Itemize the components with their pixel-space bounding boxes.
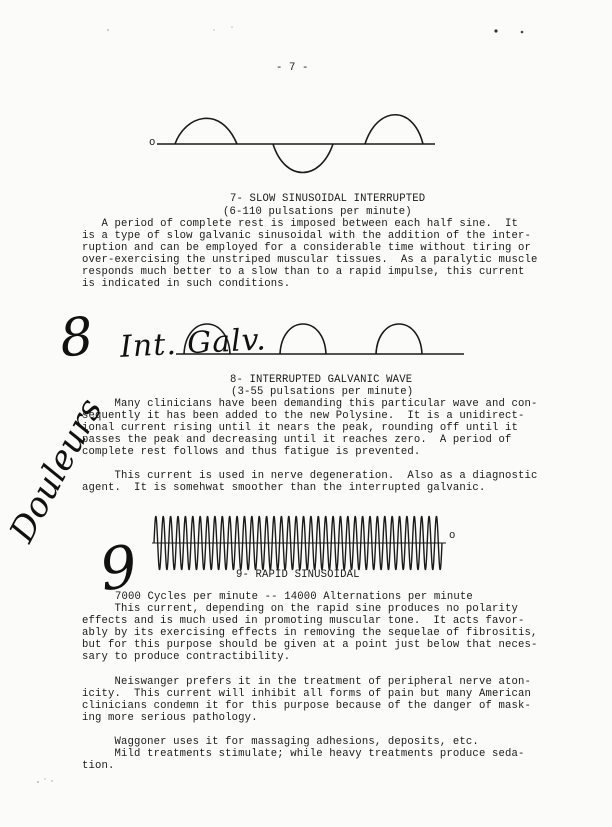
galvanic-pulse xyxy=(376,324,422,354)
text-line: ably by its exercising effects in removing the sequelae of fibrositis, xyxy=(82,627,538,639)
handwritten-number: 8 xyxy=(56,306,97,370)
section7-title: 7- SLOW SINUSOIDAL INTERRUPTED xyxy=(230,193,426,205)
text-line: icity. This current will inhibit all forms of pain but many American xyxy=(82,688,532,700)
text-line: This current is used in nerve degeneration. Also as a diagnostic xyxy=(82,470,538,482)
text-line: ing more serious pathology. xyxy=(82,712,258,724)
zero-label: o xyxy=(449,530,456,542)
text-line: effects and is much used in promoting muscular tone. It acts favor- xyxy=(82,615,525,627)
text-line: is indicated in such conditions. xyxy=(82,278,291,290)
handwritten-word: Douleurs xyxy=(2,392,111,549)
text-line: Mild treatments stimulate; while heavy treatments produce seda- xyxy=(82,748,525,760)
text-line: but for this purpose should be given at a point just below that neces- xyxy=(82,639,538,651)
section8-subtitle: (3-55 pulsations per minute) xyxy=(231,386,414,398)
text-line: Neiswanger prefers it in the treatment of peripheral nerve aton- xyxy=(82,676,532,688)
zero-label: o xyxy=(149,137,156,149)
section7-subtitle: (6-110 pulsations per minute) xyxy=(223,206,412,218)
text-line: complete rest follows and thus fatigue is prevented. xyxy=(82,446,421,458)
text-line: ional current rising until it nears the peak, rounding off until it xyxy=(82,422,518,434)
section8-title: 8- INTERRUPTED GALVANIC WAVE xyxy=(230,374,413,386)
negative-half-wave xyxy=(273,144,333,173)
slow-sinusoidal-interrupted-diagram xyxy=(145,106,445,186)
text-line: tion. xyxy=(82,760,115,772)
handwritten-number: 9 xyxy=(95,531,142,605)
positive-half-wave xyxy=(365,115,423,144)
text-line: This current, depending on the rapid sine produces no polarity xyxy=(82,603,518,615)
text-line: passes the peak and decreasing until it reaches zero. A period of xyxy=(82,434,512,446)
text-line: Waggoner uses it for massaging adhesions, deposits, etc. xyxy=(82,736,479,748)
section9-title: 9- RAPID SINUSOIDAL xyxy=(236,569,360,581)
text-line: responds much better to a slow than to a rapid impulse, this current xyxy=(82,266,525,278)
text-line: over-exercising the unstriped muscular tissues. As a paralytic muscle xyxy=(82,254,538,266)
text-line: ruption and can be employed for a considerable time without tiring or xyxy=(82,242,532,254)
text-line: sequently it has been added to the new Polysine. It is a unidirect- xyxy=(82,410,525,422)
text-line: is a type of slow galvanic sinusoidal with the addition of the inter- xyxy=(82,230,532,242)
section9-rate: 7000 Cycles per minute -- 14000 Alternations per minute xyxy=(115,591,473,603)
text-line: A period of complete rest is imposed between each half sine. It xyxy=(82,218,518,230)
text-line: Many clinicians have been demanding this particular wave and con- xyxy=(82,398,538,410)
text-line: sary to produce contractibility. xyxy=(82,651,291,663)
galvanic-pulse xyxy=(280,324,326,354)
text-line: agent. It is somehwat smoother than the interrupted galvanic. xyxy=(82,482,486,494)
text-line: clinicians condemn it for this purpose because of the danger of mask- xyxy=(82,700,532,712)
positive-half-wave xyxy=(175,118,237,144)
page-number: - 7 - xyxy=(276,62,309,74)
handwritten-note: Int. Galv. xyxy=(119,322,268,365)
